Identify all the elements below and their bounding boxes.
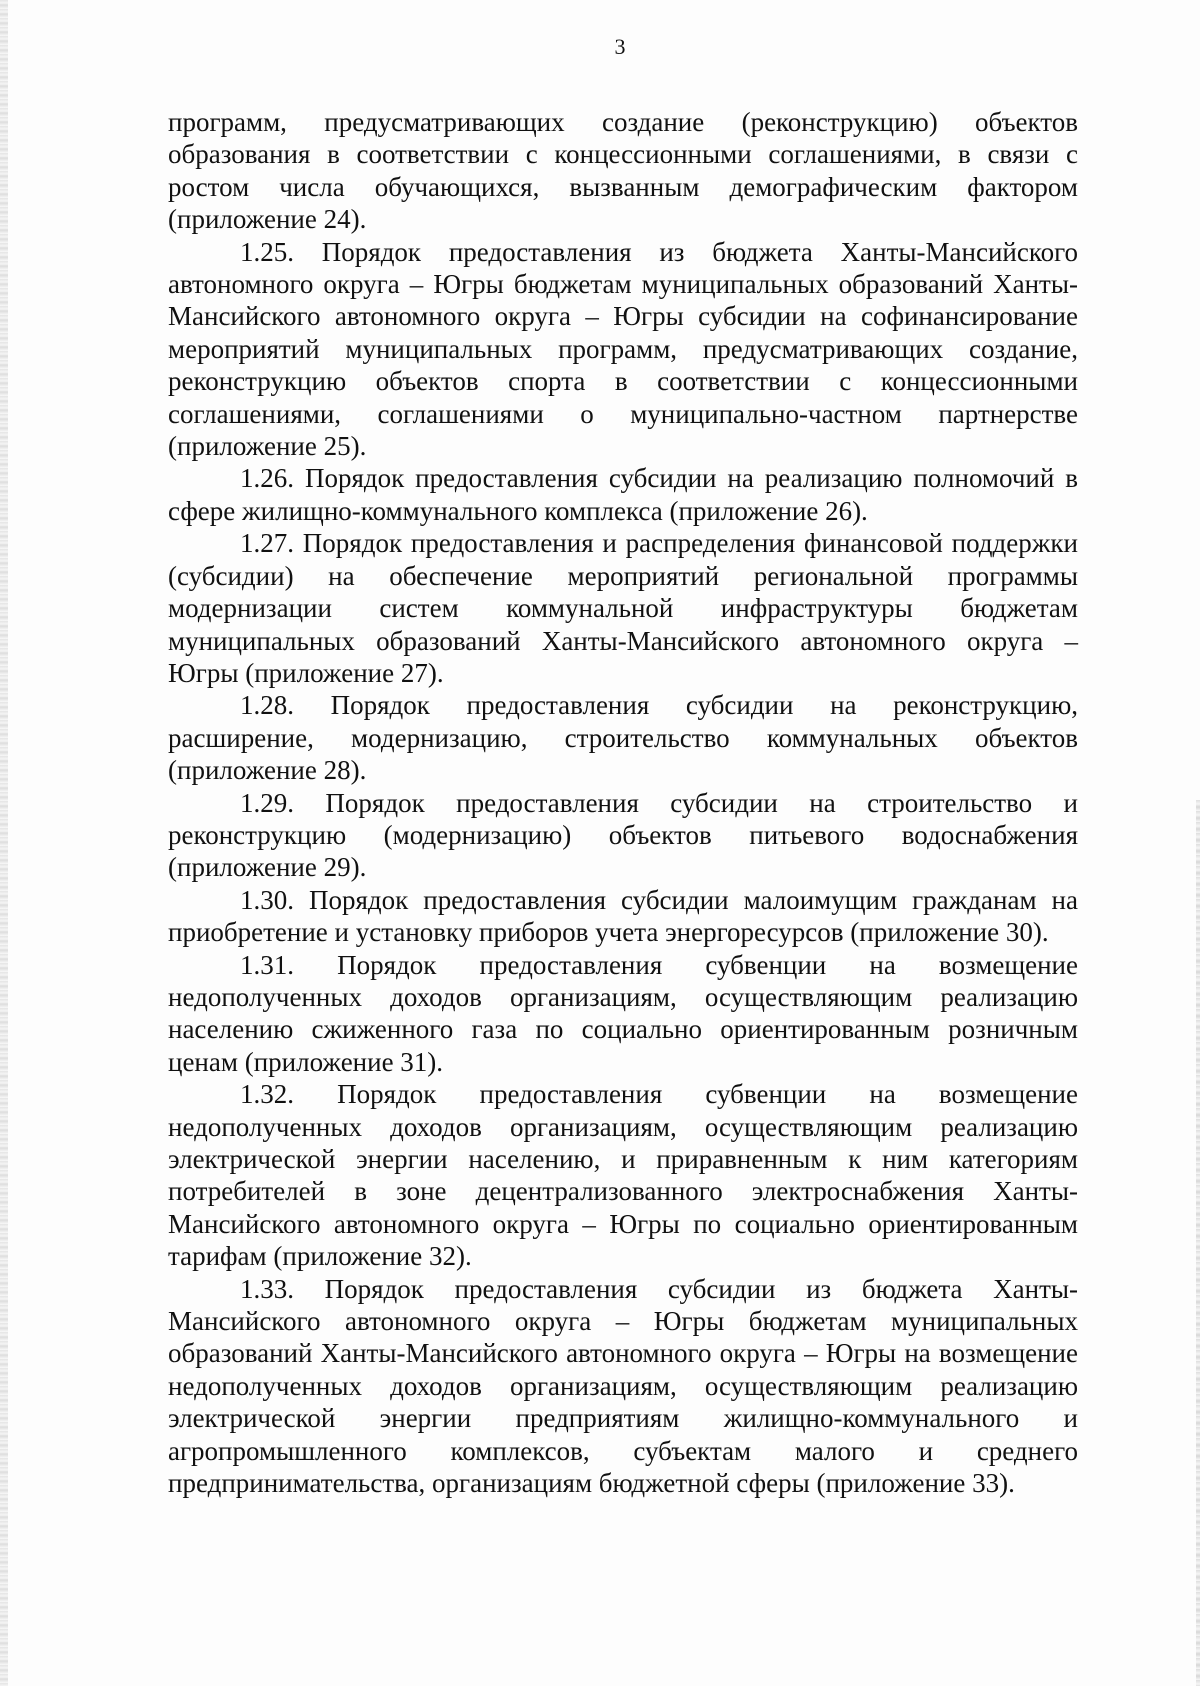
paragraph-1-27: 1.27. Порядок предоставления и распределения финансовой поддержки (субсидии) на обеспечение мероприятий региональной программы модернизации систем коммунальной инфраструктуры бюджетам муниципальных образований Ханты-Мансийского автономного округа – Югры (приложение 27). [168,528,1078,688]
scan-edge-right [1196,800,1200,1686]
paragraph-1-32: 1.32. Порядок предоставления субвенции на возмещение недополученных доходов организациям, осуществляющим реализацию электрической энергии населению, и приравненным к ним категориям потребителей в зоне децентрализованного электроснабжения Ханты-Мансийского автономного округа – Югры по социально ориентированным тарифам (приложение 32). [168,1079,1078,1272]
paragraph-1-29: 1.29. Порядок предоставления субсидии на строительство и реконструкцию (модернизацию) объектов питьевого водоснабжения (приложение 29). [168,787,1078,883]
paragraph-continuation: программ, предусматривающих создание (реконструкцию) объектов образования в соответствии с концессионными соглашениями, в связи с ростом числа обучающихся, вызванным демографическим фактором (приложение 24). [168,107,1078,235]
paragraph-1-26: 1.26. Порядок предоставления субсидии на реализацию полномочий в сфере жилищно-коммунального комплекса (приложение 26). [168,463,1078,526]
document-body [168,106,1078,1499]
paragraph-1-30: 1.30. Порядок предоставления субсидии малоимущим гражданам на приобретение и установку приборов учета энергоресурсов (приложение 30). [168,884,1078,948]
paragraph-1-31: 1.31. Порядок предоставления субвенции на возмещение недополученных доходов организациям, осуществляющим реализацию населению сжиженного газа по социально ориентированным розничным ценам (приложение 31). [168,949,1078,1077]
paragraph-1-25: 1.25. Порядок предоставления из бюджета Ханты-Мансийского автономного округа – Югры бюджетам муниципальных образований Ханты-Мансийского автономного округа – Югры субсидии на софинансирование мероприятий муниципальных программ, предусматривающих создание, реконструкцию объектов спорта в соответствии с концессионными соглашениями, соглашениями о муниципально-частном партнерстве (приложение 25). [168,236,1078,462]
paragraph-1-33: 1.33. Порядок предоставления субсидии из бюджета Ханты-Мансийского автономного округа – Югры бюджетам муниципальных образований Ханты-Мансийского автономного округа – Югры на возмещение недополученных доходов организациям, осуществляющим реализацию электрической энергии предприятиям жилищно-коммунального и агропромышленного комплексов, субъектам малого и среднего предпринимательства, организациям бюджетной сферы (приложение 33). [168,1273,1078,1499]
paragraph-1-28: 1.28. Порядок предоставления субсидии на реконструкцию, расширение, модернизацию, строительство коммунальных объектов (приложение 28). [168,690,1078,786]
scan-edge-left [0,0,8,1686]
page-number: 3 [614,34,626,59]
